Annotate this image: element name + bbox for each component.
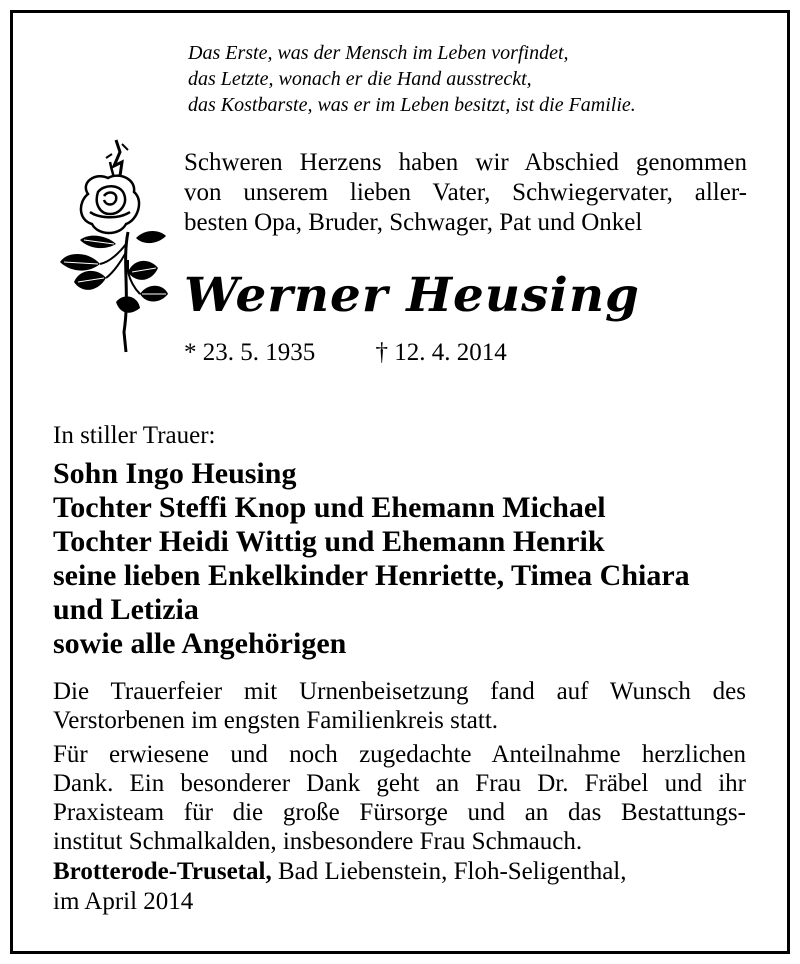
place-main: Brotterode-Trusetal, [53,858,272,885]
mourner-line: Tochter Heidi Wittig und Ehemann Henrik [53,525,605,558]
birth-date: * 23. 5. 1935 [184,339,316,366]
family-quote [188,40,748,118]
life-dates [184,338,507,368]
funeral-paragraph [53,677,746,735]
intro-line: besten Opa, Bruder, Schwager, Pat und Onkel [184,209,643,236]
mourner-line: Sohn Ingo Heusing [53,457,297,490]
mourner-line: sowie alle Angehörigen [53,627,347,660]
funeral-notice [53,677,746,856]
place-line [53,857,627,887]
place-and-date [53,857,627,917]
rose-icon [50,132,170,357]
notice-line: Verstorbenen im engsten Familienkreis statt. [53,707,499,734]
intro-line: Schweren Herzens haben wir Abschied genommen [184,149,747,176]
notice-line: Praxisteam für die große Fürsorge und an das Bestattungs- [53,799,746,826]
deceased-name: Werner Heusing [184,268,640,323]
date-line: im April 2014 [53,888,194,915]
death-date: † 12. 4. 2014 [375,339,507,366]
intro-line: von unserem lieben Vater, Schwiegervater, aller- [184,179,747,206]
mourning-label: In stiller Trauer: [53,422,216,449]
mourner-line: seine lieben Enkelkinder Henriette, Timea Chiara [53,559,690,592]
notice-line: Dank. Ein besonderer Dank geht an Frau Dr. Fräbel und ihr [53,770,746,797]
mourner-line: Tochter Steffi Knop und Ehemann Michael [53,491,606,524]
notice-line: Die Trauerfeier mit Urnenbeisetzung fand auf Wunsch des [53,678,746,705]
intro-text [184,148,747,238]
quote-line: das Letzte, wonach er die Hand ausstreckt, [188,68,532,90]
notice-line: Für erwiesene und noch zugedachte Anteilnahme herzlichen [53,741,746,768]
thanks-paragraph [53,740,746,856]
quote-line: das Kostbarste, was er im Leben besitzt, ist die Familie. [188,94,636,116]
mourners-list [53,457,753,661]
notice-line: institut Schmalkalden, insbesondere Frau Schmauch. [53,828,583,855]
mourner-line: und Letizia [53,593,199,626]
quote-line: Das Erste, was der Mensch im Leben vorfindet, [188,42,569,64]
place-rest: Bad Liebenstein, Floh-Seligenthal, [271,858,627,885]
